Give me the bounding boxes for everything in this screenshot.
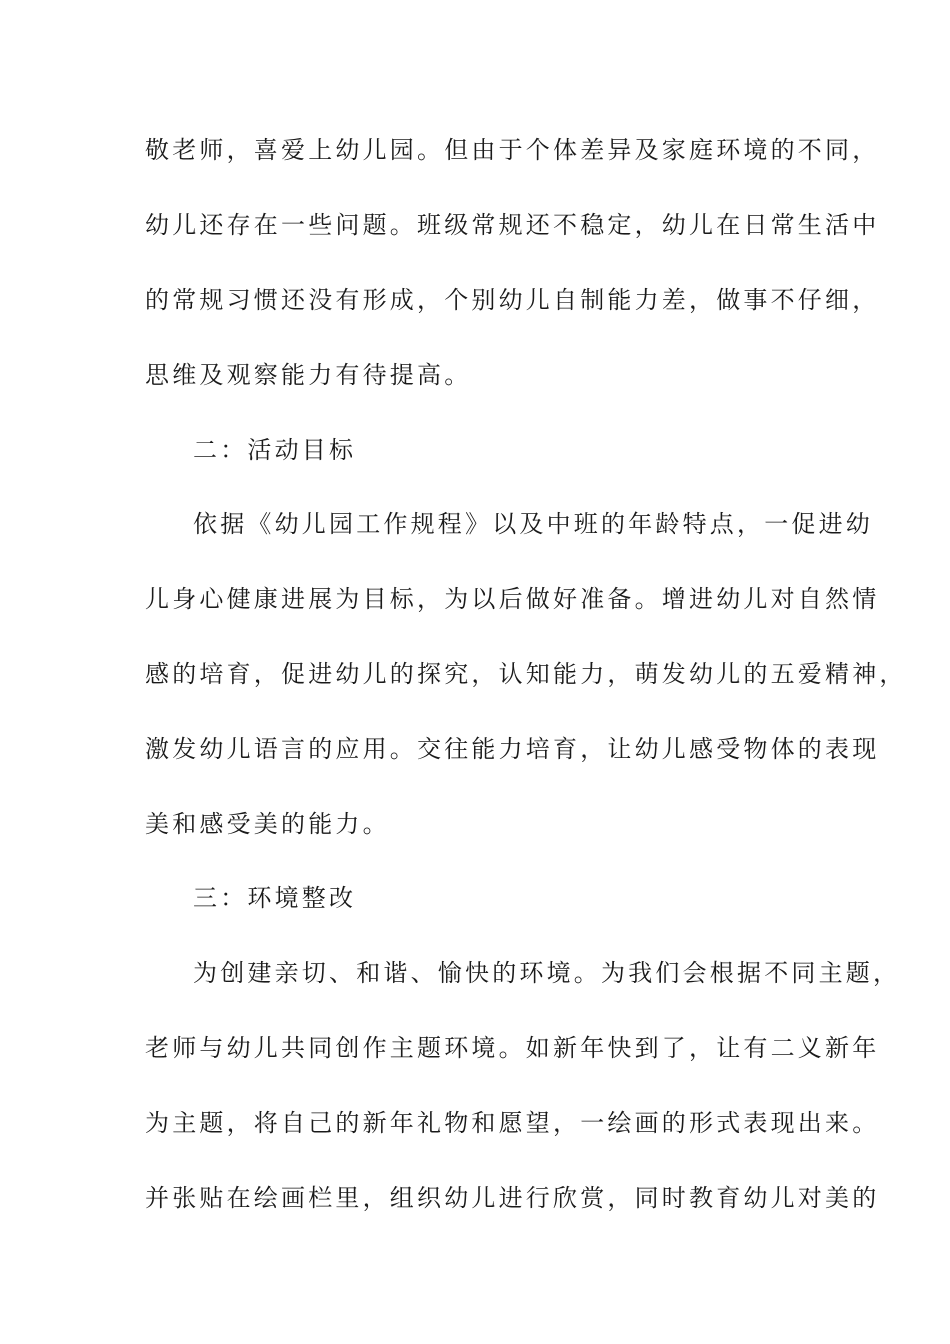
paragraph-line: 为创建亲切、和谐、愉快的环境。为我们会根据不同主题，	[193, 959, 901, 987]
paragraph-line: 激发幼儿语言的应用。交往能力培育，让幼儿感受物体的表现	[145, 735, 880, 763]
paragraph-line: 思维及观察能力有待提高。	[145, 361, 472, 389]
paragraph-line: 感的培育，促进幼儿的探究，认知能力，萌发幼儿的五爱精神，	[145, 660, 907, 688]
paragraph-line: 幼儿还存在一些问题。班级常规还不稳定，幼儿在日常生活中	[145, 211, 880, 239]
paragraph-line: 儿身心健康进展为目标，为以后做好准备。增进幼儿对自然情	[145, 585, 880, 613]
paragraph-line: 美和感受美的能力。	[145, 810, 390, 838]
paragraph-line: 为主题，将自己的新年礼物和愿望，一绘画的形式表现出来。	[145, 1109, 880, 1137]
section-heading: 三：环境整改	[193, 884, 357, 912]
paragraph-line: 的常规习惯还没有形成，个别幼儿自制能力差，做事不仔细，	[145, 286, 880, 314]
paragraph-line: 老师与幼儿共同创作主题环境。如新年快到了，让有二义新年	[145, 1034, 880, 1062]
section-heading: 二：活动目标	[193, 436, 357, 464]
paragraph-line: 依据《幼儿园工作规程》以及中班的年龄特点，一促进幼	[193, 510, 873, 538]
paragraph-line: 敬老师，喜爱上幼儿园。但由于个体差异及家庭环境的不同，	[145, 136, 880, 164]
paragraph-line: 并张贴在绘画栏里，组织幼儿进行欣赏，同时教育幼儿对美的	[145, 1184, 880, 1212]
